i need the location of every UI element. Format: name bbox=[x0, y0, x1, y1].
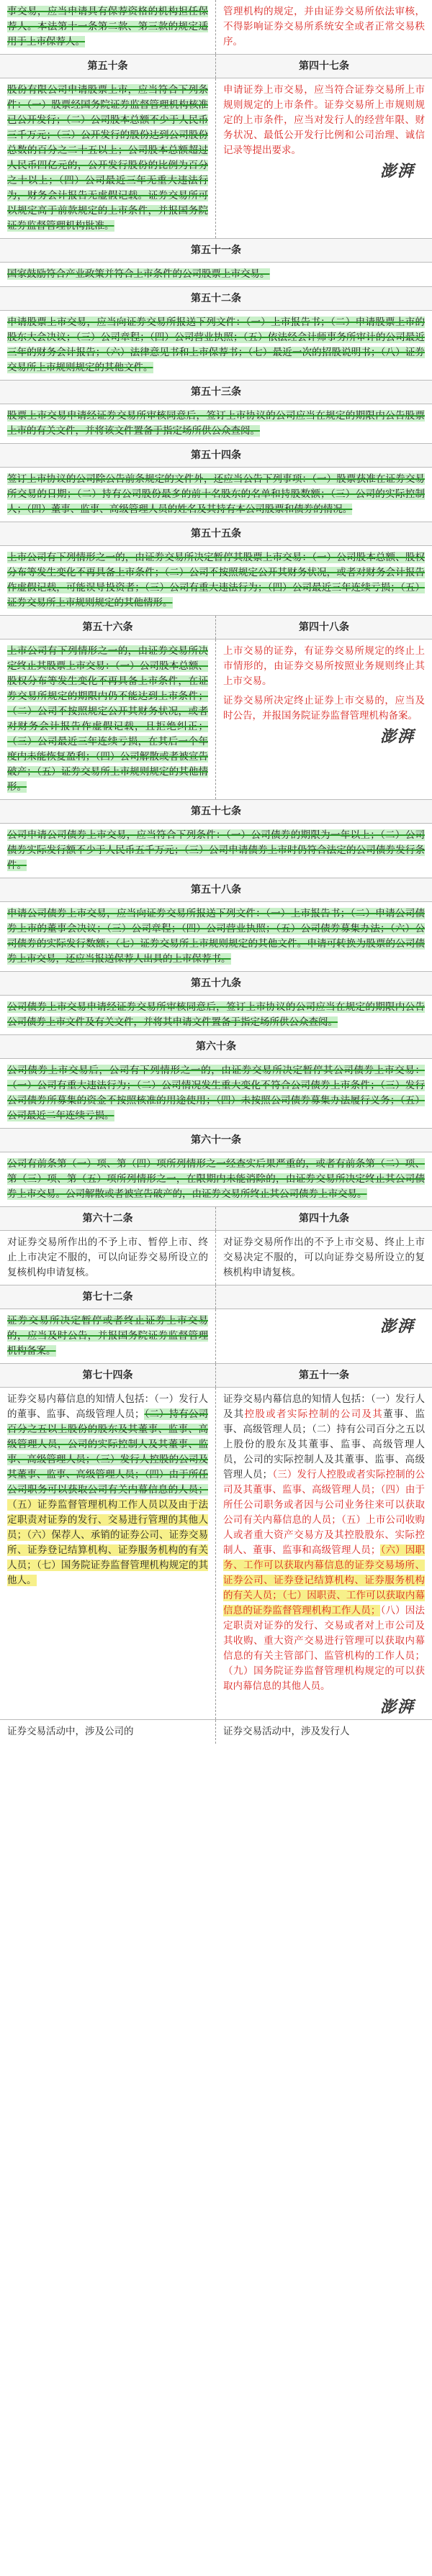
article-body-row bbox=[0, 996, 432, 1035]
new-article-title: 第四十九条 bbox=[216, 1207, 432, 1230]
old-article-text: 证券交易所决定暂停或者终止证券上市交易的，应当及时公告，并报国务院证券监督管理机构备案。 bbox=[0, 1309, 216, 1363]
old-article-title: 第五十九条 bbox=[0, 972, 432, 995]
article-title-row bbox=[0, 1285, 432, 1309]
new-article-title: 第四十七条 bbox=[216, 55, 432, 78]
old-article-title: 第六十二条 bbox=[0, 1207, 216, 1230]
old-article-title: 第七十四条 bbox=[0, 1364, 216, 1387]
new-article-text bbox=[216, 1309, 432, 1363]
old-article-text: 公司债券上市交易后，公司有下列情形之一的，由证券交易所决定暂停其公司债券上市交易：（一）公司有重大违法行为；（二）公司情况发生重大变化不符合公司债券上市条件；（三）发行公司债券所募集的资金不按照核准的用途使用；（四）未按照公司债券募集办法履行义务；（五）公司最近二年连续亏损。 bbox=[7, 1065, 425, 1121]
article-body-row bbox=[0, 1059, 432, 1129]
article-body-row bbox=[0, 902, 432, 972]
header-fragment-row bbox=[0, 0, 432, 55]
article-title-row bbox=[0, 878, 432, 902]
new-article-text: 上市交易的证券，有证券交易所规定的终止上市情形的，由证券交易所按照业务规则终止其上市交易。 证券交易所决定终止证券上市交易的，应当及时公告，并报国务院证券监督管理机构备案。 澎湃 bbox=[223, 645, 425, 746]
article-body-row bbox=[0, 640, 432, 800]
article-title-row bbox=[0, 616, 432, 640]
old-article-title: 第七十二条 bbox=[0, 1285, 216, 1309]
article-title-row bbox=[0, 800, 432, 824]
old-article-title: 第六十条 bbox=[0, 1035, 432, 1058]
old-article-title: 第五十七条 bbox=[0, 800, 432, 823]
article-body-row bbox=[0, 468, 432, 522]
old-article-text: 证券交易内幕信息的知情人包括：（一）发行人的董事、监事、高级管理人员；（二）持有公司百分之五以上股份的股东及其董事、监事、高级管理人员，公司的实际控制人及其董事、监事、高级管理人员；（三）发行人控股的公司及其董事、监事、高级管理人员；（四）由于所任公司职务可以获取公司有关内幕信息的人员；（五）证券监督管理机构工作人员以及由于法定职责对证券的发行、交易进行管理的其他人员；（六）保荐人、承销的证券公司、证券交易所、证券登记结算机构、证券服务机构的有关人员；（七）国务院证券监督管理机构规定的其他人。 bbox=[0, 1388, 216, 1719]
new-article-title: 第四十八条 bbox=[216, 616, 432, 639]
header-fragment-left: 事交易，应当申请具有保荐资格的机构担任保荐人。本法第十一条第二款、第三款的规定适用于上市保荐人。 bbox=[0, 0, 216, 54]
article-body-row bbox=[0, 1152, 432, 1207]
article-title-row bbox=[0, 1364, 432, 1388]
old-article-text: 公司申请公司债券上市交易，应当符合下列条件：（一）公司债券的期限为一年以上；（二）公司债券实际发行额不少于人民币五千万元；（三）公司申请债券上市时仍符合法定的公司债券发行条件。 bbox=[7, 829, 425, 871]
article-title-row bbox=[0, 522, 432, 546]
old-article-text: 对证券交易所作出的不予上市、暂停上市、终止上市决定不服的，可以向证券交易所设立的复核机构申请复核。 bbox=[0, 1231, 216, 1285]
old-article-text: 公司有前条第（一）项、第（四）项所列情形之一经查实后果严重的，或者有前条第（二）项、第（三）项、第（五）项所列情形之一，在限期内未能消除的，由证券交易所决定终止其公司债券上市交易。公司解散或者被宣告破产的，由证券交易所终止其公司债券上市交易。 bbox=[7, 1158, 425, 1200]
footer-fragment-left: 证券交易活动中，涉及公司的 bbox=[0, 1720, 216, 1744]
old-article-title: 第五十五条 bbox=[0, 522, 432, 545]
watermark-logo: 澎湃 bbox=[379, 727, 415, 746]
article-body-row bbox=[0, 824, 432, 878]
new-article-title bbox=[216, 1285, 432, 1309]
new-article-text: 对证券交易所作出的不予上市交易、终止上市交易决定不服的，可以向证券交易所设立的复核机构申请复核。 bbox=[223, 1237, 425, 1278]
article-body-row bbox=[0, 1309, 432, 1364]
article-title-row bbox=[0, 239, 432, 263]
old-article-title: 第五十八条 bbox=[0, 878, 432, 901]
article-body-row bbox=[0, 1388, 432, 1720]
article-title-row bbox=[0, 972, 432, 996]
old-article-title: 第五十三条 bbox=[0, 381, 432, 404]
old-article-text: 公司债券上市交易申请经证券交易所审核同意后，签订上市协议的公司应当在规定的期限内公告公司债券上市文件及有关文件，并将其申请文件置备于指定场所供公众查阅。 bbox=[7, 1001, 425, 1028]
header-fragment-right: 管理机构的规定，并由证券交易所依法审核，不得影响证券交易所系统安全或者正常交易秩序。 bbox=[223, 6, 425, 47]
article-body-row bbox=[0, 546, 432, 616]
article-body-row bbox=[0, 78, 432, 239]
watermark-logo: 澎湃 bbox=[379, 162, 415, 181]
old-article-text: 申请股票上市交易，应当向证券交易所报送下列文件：（一）上市报告书；（二）申请股票上市的股东大会决议；（三）公司章程；（四）公司营业执照；（五）依法经会计师事务所审计的公司最近三年的财务会计报告；（六）法律意见书和上市保荐书；（七）最近一次的招股说明书；（八）证券交易所上市规则规定的其他文件。 bbox=[7, 317, 425, 373]
old-article-title: 第五十二条 bbox=[0, 287, 432, 310]
article-title-row bbox=[0, 444, 432, 468]
old-article-title: 第五十六条 bbox=[0, 616, 216, 639]
old-article-text: 上市公司有下列情形之一的，由证券交易所决定终止其股票上市交易：（一）公司股本总额、股权分布等发生变化不再具备上市条件，在证券交易所规定的期限内仍不能达到上市条件；（二）公司不按照规定公开其财务状况，或者对财务会计报告作虚假记载，且拒绝纠正；（三）公司最近三年连续亏损，在其后一个年度内未能恢复盈利；（四）公司解散或者被宣告破产；（五）证券交易所上市规则规定的其他情形。 bbox=[0, 640, 216, 799]
old-article-text: 上市公司有下列情形之一的，由证券交易所决定暂停其股票上市交易：（一）公司股本总额、股权分布等发生变化不再具备上市条件；（二）公司不按照规定公开其财务状况，或者对财务会计报告作虚假记载，可能误导投资者；（三）公司有重大违法行为；（四）公司最近三年连续亏损；（五）证券交易所上市规则规定的其他情形。 bbox=[7, 552, 425, 609]
new-article-text: 证券交易内幕信息的知情人包括：（一）发行人及其控股或者实际控制的公司及其董事、监事、高级管理人员；（二）持有公司百分之五以上股份的股东及其董事、监事、高级管理人员，公司的实际控制人及其董事、监事、高级管理人员；（三）发行人控股或者实际控制的公司及其董事、监事、高级管理人员；（四）由于所任公司职务或者因与公司业务往来可以获取公司有关内幕信息的人员；（五）上市公司收购人或者重大资产交易方及其控股股东、实际控制人、董事、监事和高级管理人员；（六）因职务、工作可以获取内幕信息的证券交易场所、证券公司、证券登记结算机构、证券服务机构的有关人员；（七）因职责、工作可以获取内幕信息的证券监督管理机构工作人员；（八）因法定职责对证券的发行、交易或者对上市公司及其收购、重大资产交易进行管理可以获取内幕信息的有关主管部门、监管机构的工作人员；（九）国务院证券监督管理机构规定的可以获取内幕信息的其他人员。 澎湃 bbox=[223, 1393, 426, 1716]
article-title-row bbox=[0, 381, 432, 404]
old-article-title: 第五十四条 bbox=[0, 444, 432, 467]
watermark-logo: 澎湃 bbox=[379, 1698, 415, 1716]
article-title-row bbox=[0, 55, 432, 78]
article-body-row bbox=[0, 263, 432, 287]
new-article-text: 申请证券上市交易，应当符合证券交易所上市规则规定的上市条件。证券交易所上市规则规定的上市条件，应当对发行人的经营年限、财务状况、最低公开发行比例和公司治理、诚信记录等提出要求。 澎湃 bbox=[223, 84, 425, 181]
article-title-row bbox=[0, 287, 432, 311]
article-body-row bbox=[0, 311, 432, 381]
article-body-row bbox=[0, 1231, 432, 1285]
old-article-text: 股份有限公司申请股票上市，应当符合下列条件：（一）股票经国务院证券监督管理机构核准已公开发行；（二）公司股本总额不少于人民币三千万元；（三）公开发行的股份达到公司股份总数的百分之二十五以上；公司股本总额超过人民币四亿元的，公开发行股份的比例为百分之十以上；（四）公司最近三年无重大违法行为，财务会计报告无虚假记载。证券交易所可以规定高于前款规定的上市条件，并报国务院证券监督管理机构批准。 bbox=[0, 78, 216, 238]
old-article-title: 第五十一条 bbox=[0, 239, 432, 262]
article-title-row bbox=[0, 1035, 432, 1059]
old-article-text: 股票上市交易申请经证券交易所审核同意后，签订上市协议的公司应当在规定的期限内公告股票上市的有关文件，并将该文件置备于指定场所供公众查阅。 bbox=[7, 410, 425, 437]
old-article-title: 第六十一条 bbox=[0, 1129, 432, 1152]
article-title-row bbox=[0, 1207, 432, 1231]
watermark-logo: 澎湃 bbox=[379, 1317, 415, 1336]
old-article-title: 第五十条 bbox=[0, 55, 216, 78]
article-body-row bbox=[0, 404, 432, 444]
footer-fragment-row bbox=[0, 1720, 432, 1744]
old-article-text: 签订上市协议的公司除公告前条规定的文件外，还应当公告下列事项：（一）股票获准在证券交易所交易的日期；（二）持有公司股份最多的前十名股东的名单和持股数额；（三）公司的实际控制人；（四）董事、监事、高级管理人员的姓名及其持有本公司股票和债券的情况。 bbox=[7, 473, 425, 515]
old-article-text: 国家鼓励符合产业政策并符合上市条件的公司股票上市交易。 bbox=[7, 268, 270, 280]
article-title-row bbox=[0, 1129, 432, 1152]
new-article-title: 第五十一条 bbox=[216, 1364, 432, 1387]
footer-fragment-right: 证券交易活动中，涉及发行人 bbox=[223, 1726, 350, 1737]
old-article-text: 申请公司债券上市交易，应当向证券交易所报送下列文件：（一）上市报告书；（二）申请公司债券上市的董事会决议；（三）公司章程；（四）公司营业执照；（五）公司债券募集办法；（六）公司债券的实际发行数额；（七）证券交易所上市规则规定的其他文件。申请可转换为股票的公司债券上市交易，还应当报送保荐人出具的上市保荐书。 bbox=[7, 908, 425, 965]
